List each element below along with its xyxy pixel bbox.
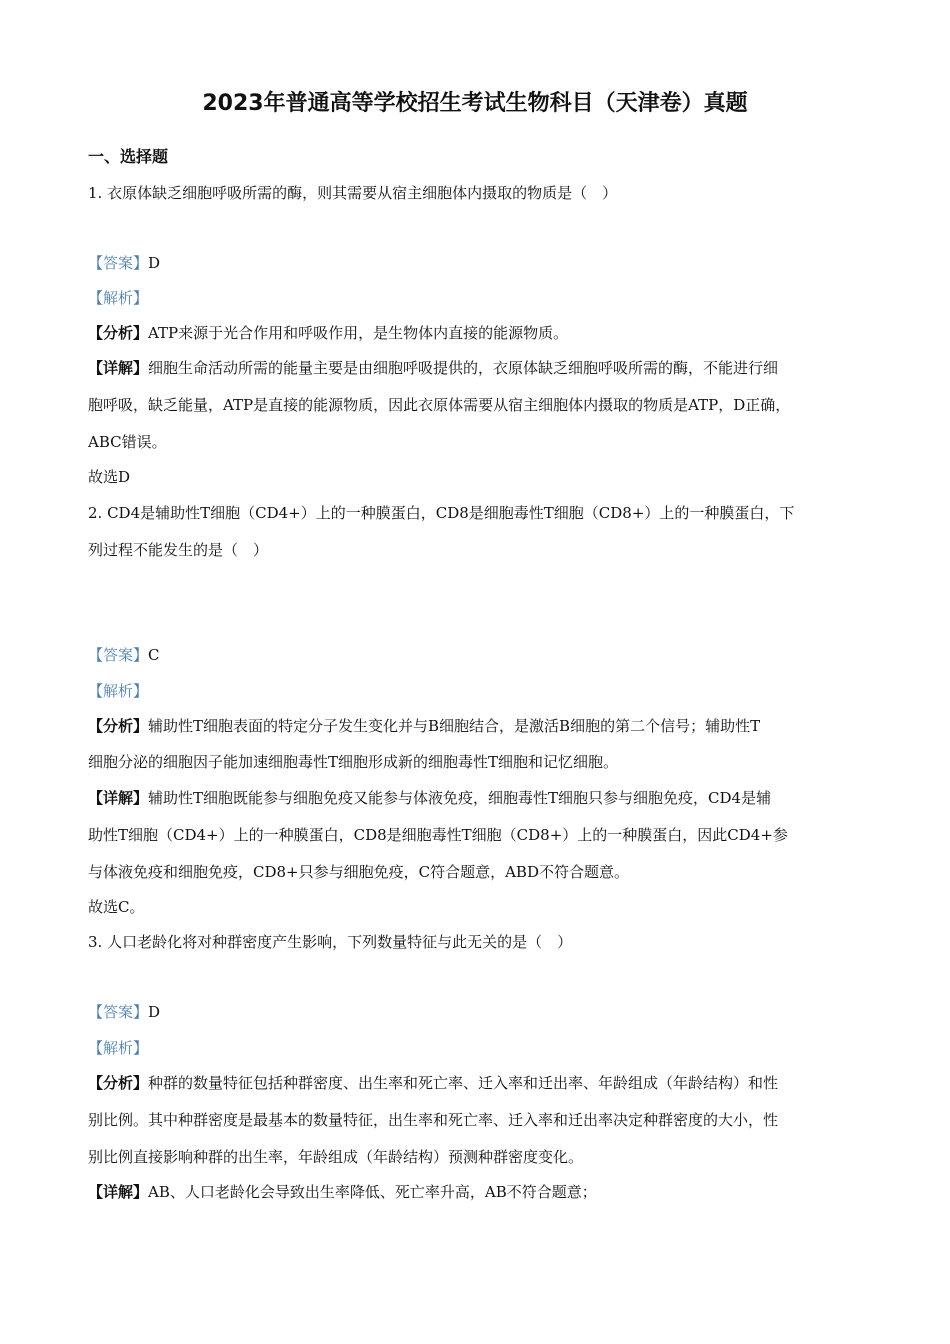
q2-answer-value: C [148, 646, 160, 664]
q2-fenxi-line [88, 716, 863, 736]
q1-detail-line: 胞呼吸，缺乏能量，ATP是直接的能源物质，因此衣原体需要从宿主细胞体内摄取的物质是ATP，D正确， [88, 396, 791, 414]
q2-conclusion: 故选C。 [88, 898, 145, 916]
q3-stem: 3. 人口老龄化将对种群密度产生影响，下列数量特征与此无关的是（ ） [88, 933, 573, 951]
q1-stem: 1. 衣原体缺乏细胞呼吸所需的酶，则其需要从宿主细胞体内摄取的物质是（ ） [88, 184, 618, 202]
q1-detail-text: 细胞生命活动所需的能量主要是由细胞呼吸提供的，衣原体缺乏细胞呼吸所需的酶，不能进行细 [148, 359, 779, 377]
q1-fenxi-text: ATP来源于光合作用和呼吸作用，是生物体内直接的能源物质。 [148, 324, 569, 342]
q3-detail-text: AB、人口老龄化会导致出生率降低、死亡率升高，AB不符合题意； [148, 1183, 597, 1201]
section-heading: 一、选择题 [88, 147, 169, 166]
q2-detail-line [88, 788, 863, 808]
q2-stem-line: 2. CD4是辅助性T细胞（CD4+）上的一种膜蛋白，CD8是细胞毒性T细胞（CD8+）上的一种膜蛋白，下 [88, 504, 795, 522]
q3-answer [88, 1002, 863, 1022]
q3-fenxi-line: 别比例。其中种群密度是最基本的数量特征，出生率和死亡率、迁入率和迁出率决定种群密度的大小，性 [88, 1111, 779, 1129]
detail-tag: 【详解】 [88, 789, 149, 807]
q3-analysis-tag: 【解析】 [88, 1039, 149, 1057]
q2-answer [88, 645, 863, 665]
answer-tag: 【答案】 [88, 646, 149, 664]
fenxi-tag: 【分析】 [88, 717, 149, 735]
q1-detail-line [88, 358, 863, 378]
q2-fenxi-line: 细胞分泌的细胞因子能加速细胞毒性T细胞形成新的细胞毒性T细胞和记忆细胞。 [88, 753, 619, 771]
q1-answer [88, 253, 863, 273]
q3-fenxi-text: 种群的数量特征包括种群密度、出生率和死亡率、迁入率和迁出率、年龄组成（年龄结构）和性 [148, 1074, 779, 1092]
q1-detail-line: ABC错误。 [88, 433, 167, 451]
q3-fenxi-line: 别比例直接影响种群的出生率，年龄组成（年龄结构）预测种群密度变化。 [88, 1148, 584, 1166]
fenxi-tag: 【分析】 [88, 324, 149, 342]
q2-detail-line: 助性T细胞（CD4+）上的一种膜蛋白，CD8是细胞毒性T细胞（CD8+）上的一种膜蛋白，因此CD4+参 [88, 826, 788, 844]
detail-tag: 【详解】 [88, 359, 149, 377]
q3-answer-value: D [148, 1003, 161, 1021]
q2-fenxi-text: 辅助性T细胞表面的特定分子发生变化并与B细胞结合，是激活B细胞的第二个信号；辅助性T [148, 717, 761, 735]
q3-detail-line [88, 1182, 863, 1202]
q2-stem-line: 列过程不能发生的是（ ） [88, 541, 269, 559]
answer-tag: 【答案】 [88, 254, 149, 272]
page-title: 2023年普通高等学校招生考试生物科目（天津卷）真题 [202, 91, 748, 116]
fenxi-tag: 【分析】 [88, 1074, 149, 1092]
q2-analysis-tag: 【解析】 [88, 682, 149, 700]
q1-answer-value: D [148, 254, 161, 272]
q1-fenxi [88, 323, 863, 343]
q1-conclusion: 故选D [88, 468, 131, 486]
q3-fenxi-line [88, 1073, 863, 1093]
q2-detail-text: 辅助性T细胞既能参与细胞免疫又能参与体液免疫，细胞毒性T细胞只参与细胞免疫，CD4是辅 [148, 789, 772, 807]
q2-detail-line: 与体液免疫和细胞免疫，CD8+只参与细胞免疫，C符合题意，ABD不符合题意。 [88, 863, 629, 881]
detail-tag: 【详解】 [88, 1183, 149, 1201]
answer-tag: 【答案】 [88, 1003, 149, 1021]
q1-analysis-tag: 【解析】 [88, 289, 149, 307]
